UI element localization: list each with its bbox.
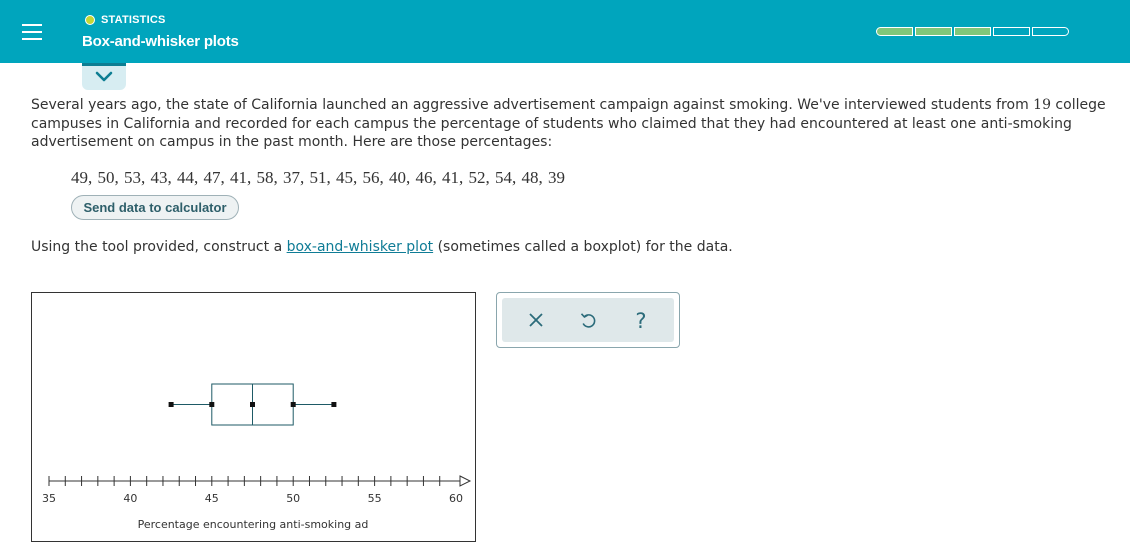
- handle-median[interactable]: [250, 402, 255, 407]
- progress-segment: [993, 27, 1030, 36]
- handle-q3[interactable]: [291, 402, 296, 407]
- graph-panel[interactable]: [31, 292, 476, 542]
- intro-text-after: college campuses in California and recorded for each campus the percentage of students who claimed that they had encountered at least one anti-smoking advertisement on campus in the past month. Here are those percentages:: [31, 97, 1106, 150]
- chevron-down-icon: [95, 71, 113, 83]
- close-icon: [523, 307, 549, 333]
- x-axis-label: Percentage encountering anti-smoking ad: [137, 518, 369, 531]
- topic-row: [85, 14, 166, 26]
- progress-segment: [915, 27, 952, 36]
- instruction-text: [31, 239, 733, 255]
- handle-q1[interactable]: [209, 402, 214, 407]
- instruction-before: Using the tool provided, construct a: [31, 239, 287, 255]
- axis-tick-label: 35: [42, 492, 56, 505]
- help-label: ?: [635, 309, 647, 333]
- axis-tick-label: 50: [286, 492, 301, 505]
- topic-label: STATISTICS: [101, 14, 166, 26]
- progress-segment: [1032, 27, 1069, 36]
- graph-toolbox: [496, 292, 680, 348]
- axis-tick-label: 45: [204, 492, 219, 505]
- undo-icon: [575, 307, 601, 333]
- boxplot-definition-link[interactable]: box-and-whisker plot: [286, 239, 434, 255]
- intro-text-before: Several years ago, the state of California launched an aggressive advertisement campaign against smoking. We've interviewed students from: [31, 97, 1034, 113]
- lesson-title: Box-and-whisker plots: [82, 33, 239, 50]
- progress-bar: [876, 27, 1069, 36]
- campus-count: 19: [1033, 97, 1051, 113]
- hamburger-icon-line: [22, 24, 42, 26]
- problem-intro: [31, 96, 1116, 152]
- clear-button[interactable]: [523, 307, 549, 333]
- axis-tick-label: 55: [367, 492, 382, 505]
- header-bar: [0, 0, 1130, 63]
- axis-tick-label: 60: [449, 492, 463, 505]
- send-to-calculator-button[interactable]: Send data to calculator: [71, 195, 239, 220]
- handle-max[interactable]: [331, 402, 336, 407]
- help-icon: [628, 307, 654, 333]
- handle-min[interactable]: [169, 402, 174, 407]
- help-button[interactable]: [628, 307, 654, 333]
- data-values: 49, 50, 53, 43, 44, 47, 41, 58, 37, 51, 45, 56, 40, 46, 41, 52, 54, 48, 39: [71, 168, 565, 187]
- progress-segment: [954, 27, 991, 36]
- instruction-after: (sometimes called a boxplot) for the data.: [433, 239, 733, 255]
- topic-status-icon: [85, 15, 95, 25]
- hamburger-icon-line: [22, 31, 42, 33]
- axis-arrow-icon: [460, 476, 470, 486]
- boxplot-chart[interactable]: [32, 293, 475, 541]
- hamburger-icon-line: [22, 38, 42, 40]
- menu-button[interactable]: [12, 12, 52, 52]
- collapse-header-button[interactable]: [82, 63, 126, 90]
- progress-segment: [876, 27, 913, 36]
- axis-tick-label: 40: [123, 492, 138, 505]
- undo-button[interactable]: [575, 307, 601, 333]
- toolbox-tray: [502, 298, 674, 342]
